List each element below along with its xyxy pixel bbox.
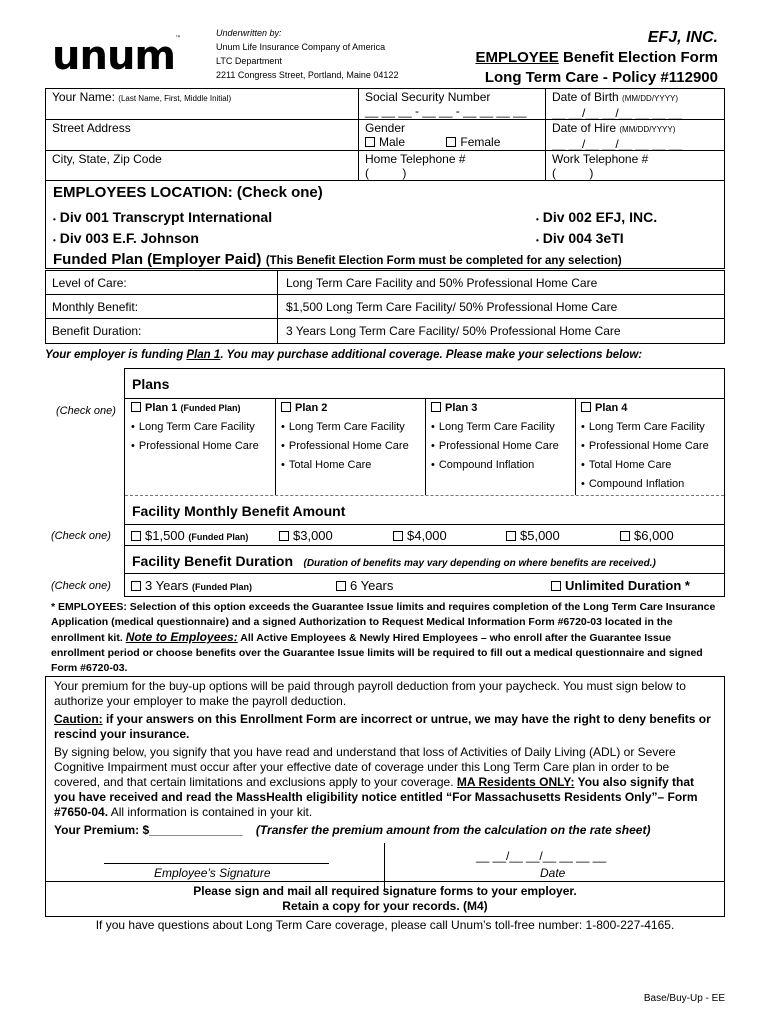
- ssn-field[interactable]: Social Security Number __ __ __ - __ __ - __ __ __ __: [359, 89, 546, 120]
- underwriter-block: [216, 26, 398, 82]
- retain-copy: Retain a copy for your records. (M4): [282, 899, 488, 913]
- check-one-benefit: (Check one): [51, 530, 111, 542]
- plans-title: Plans: [132, 376, 170, 392]
- table-row: Benefit Duration: 3 Years Long Term Care Facility/ 50% Professional Home Care: [46, 319, 724, 343]
- male-checkbox[interactable]: [365, 137, 375, 147]
- street-field[interactable]: Street Address: [46, 120, 359, 151]
- table-row: Monthly Benefit: $1,500 Long Term Care Facility/ 50% Professional Home Care: [46, 295, 724, 319]
- title-rest: Benefit Election Form: [558, 49, 718, 66]
- div-002-option[interactable]: • Div 002 EFJ, INC.: [536, 209, 658, 225]
- doh-field[interactable]: Date of Hire (MM/DD/YYYY) __ __/__ __/__ __ __ __: [546, 120, 724, 151]
- plan-4-column: Plan 4 • Long Term Care Facility • Professional Home Care • Total Home Care • Compound Inflation: [581, 399, 731, 494]
- table-row: Level of Care: Long Term Care Facility and 50% Professional Home Care: [46, 271, 724, 295]
- plan-2-option[interactable]: Plan 2: [281, 399, 431, 418]
- signature-line[interactable]: [104, 863, 329, 864]
- funded-plan-table: [45, 270, 725, 344]
- signature-label: Employee’s Signature: [154, 866, 271, 880]
- form-title: [475, 28, 718, 88]
- fmb-title: Facility Monthly Benefit Amount: [132, 503, 346, 519]
- div-001-option[interactable]: • Div 001 Transcrypt International: [53, 209, 273, 225]
- div-003-option[interactable]: • Div 003 E.F. Johnson: [53, 230, 199, 246]
- fmb-4000-option[interactable]: $4,000: [393, 528, 447, 543]
- fmb-1500-option[interactable]: $1,500 (Funded Plan): [131, 528, 248, 543]
- fmb-3000-option[interactable]: $3,000: [279, 528, 333, 543]
- caution-text: Caution: if your answers on this Enrollment Form are incorrect or untrue, we may have the right to deny benefits or rescind your insurance.: [54, 712, 711, 741]
- personal-info-grid: [45, 88, 725, 181]
- check-one-plans: (Check one): [56, 405, 116, 417]
- gender-field: Gender Male Female: [359, 120, 546, 151]
- form-code: Base/Buy-Up - EE: [643, 993, 725, 1004]
- policy-title: Long Term Care - Policy #112900: [484, 69, 718, 86]
- fbd-heading: Facility Benefit Duration (Duration of benefits may vary depending on where benefits are received.): [132, 553, 656, 569]
- home-phone-field[interactable]: Home Telephone # ( ): [359, 151, 546, 180]
- signify-text: By signing below, you signify that you have read and understand that loss of Activities of Daily Living (ADL) or Severe Cognitive Impairment must occur after your effective date of coverage under this Long Term Care plan in order to be covered, and that certain limitations and exclusions apply to your coverage. MA Residents ONLY: You also signify that you have received and read the MassHealth eligibility notice entitled “For Massachusetts Residents Only”– Form #7650-04. All information is contained in your kit.: [54, 745, 698, 819]
- company-name: Unum Life Insurance Company of America: [216, 42, 386, 52]
- fmb-5000-option[interactable]: $5,000: [506, 528, 560, 543]
- duration-3-years-option[interactable]: 3 Years (Funded Plan): [131, 578, 252, 593]
- address: 2211 Congress Street, Portland, Maine 04122: [216, 70, 399, 80]
- plan-1-column: Plan 1 (Funded Plan) • Long Term Care Facility • Professional Home Care: [131, 399, 281, 456]
- city-field[interactable]: City, State, Zip Code: [46, 151, 359, 180]
- plans-section: [124, 368, 725, 597]
- premium-line: Your Premium: $______________ (Transfer the premium amount from the calculation on the rate sheet): [54, 823, 651, 837]
- location-section: [45, 181, 725, 269]
- premium-field[interactable]: Your Premium: $______________: [54, 823, 243, 837]
- funding-line: Your employer is funding Plan 1. You may purchase additional coverage. Please make your selections below:: [45, 349, 643, 361]
- div-004-option[interactable]: • Div 004 3eTI: [536, 230, 624, 246]
- title-employee: EMPLOYEE: [475, 49, 559, 66]
- plan-3-column: Plan 3 • Long Term Care Facility • Professional Home Care • Compound Inflation: [431, 399, 581, 475]
- plan-4-option[interactable]: Plan 4: [581, 399, 731, 418]
- duration-unlimited-option[interactable]: Unlimited Duration *: [551, 578, 690, 593]
- name-field[interactable]: Your Name: (Last Name, First, Middle Initial): [46, 89, 359, 120]
- premium-authorization: [45, 676, 725, 917]
- funded-plan-heading: Funded Plan (Employer Paid) (This Benefit Election Form must be completed for any selection): [53, 251, 622, 268]
- duration-6-years-option[interactable]: 6 Years: [336, 578, 393, 593]
- fmb-6000-option[interactable]: $6,000: [620, 528, 674, 543]
- premium-text: Your premium for the buy-up options will be paid through payroll deduction from your paycheck. You must sign below to authorize your employer to make the payroll deduction.: [54, 679, 686, 708]
- plan-2-column: Plan 2 • Long Term Care Facility • Professional Home Care • Total Home Care: [281, 399, 431, 475]
- dept: LTC Department: [216, 56, 282, 66]
- plan-1-option[interactable]: Plan 1 (Funded Plan): [131, 399, 281, 418]
- employer-name: EFJ, INC.: [647, 29, 718, 46]
- employees-note: * EMPLOYEES: Selection of this option exceeds the Guarantee Issue limits and requires completion of the Long Term Care Insurance Application (medical questionnaire) and a signed Authorization to Request Medical Information Form #6720-03 located in the enrollment kit. Note to Employees: All Active Employees & Newly Hired Employees – who enroll after the Guarantee Issue enrollment period or choose benefits over the Guarantee Issue limits will be required to fill out a medical questionnaire and signed Form #6720-03.: [51, 601, 716, 674]
- date-field[interactable]: __ __/__ __/__ __ __ __: [476, 849, 607, 863]
- date-label: Date: [540, 866, 566, 880]
- work-phone-field[interactable]: Work Telephone # ( ): [552, 152, 649, 180]
- underwritten-by: Underwritten by:: [216, 28, 282, 38]
- unum-logo: unum™: [52, 33, 181, 79]
- questions-line: If you have questions about Long Term Care coverage, please call Unum’s toll-free number: 1-800-227-4165.: [95, 918, 675, 932]
- plan-3-option[interactable]: Plan 3: [431, 399, 581, 418]
- location-title: EMPLOYEES LOCATION: (Check one): [53, 184, 323, 201]
- mail-instructions: Please sign and mail all required signature forms to your employer.: [193, 884, 577, 898]
- dob-field[interactable]: Date of Birth (MM/DD/YYYY) __ __/__ __/__ __ __ __: [546, 89, 724, 120]
- check-one-duration: (Check one): [51, 580, 111, 592]
- female-checkbox[interactable]: [446, 137, 456, 147]
